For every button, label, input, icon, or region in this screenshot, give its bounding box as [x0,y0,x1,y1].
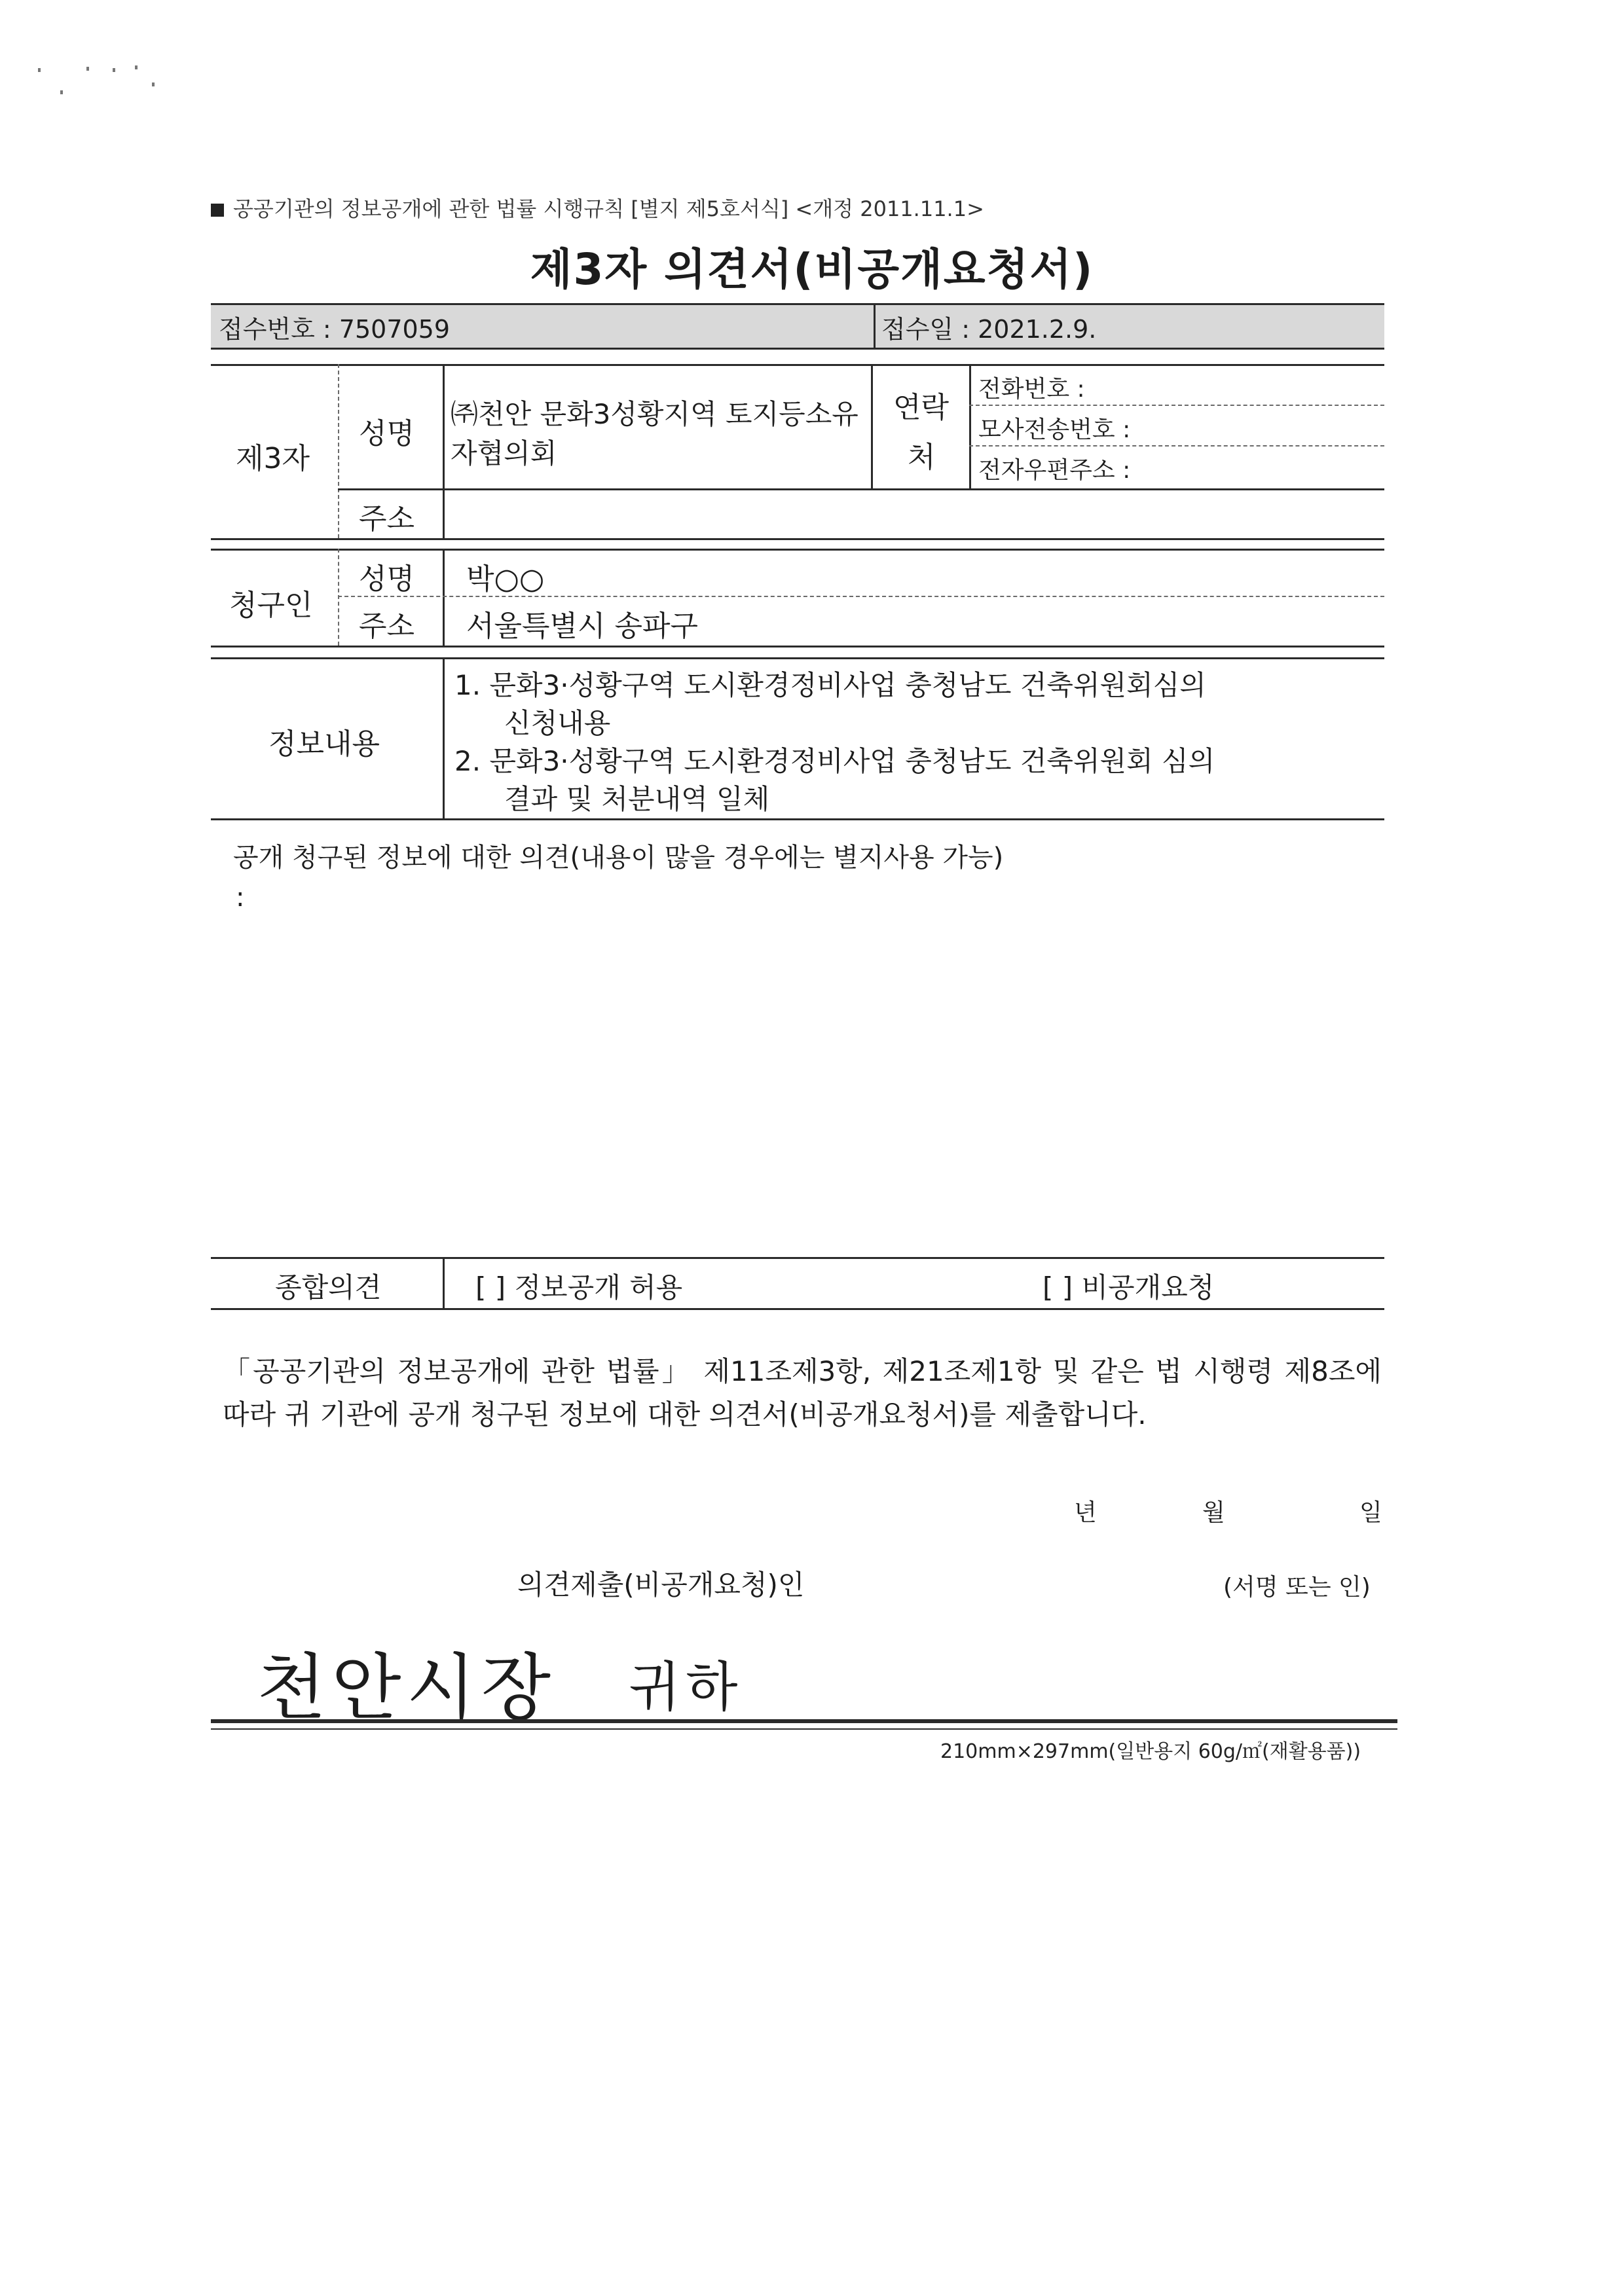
section-top-border [211,364,1384,366]
divider [969,405,1384,406]
divider [969,445,1384,446]
requester-name-value: 박○○ [466,562,545,596]
bottom-rule [211,1728,1397,1730]
overall-label: 종합의견 [275,1271,382,1303]
requester-label: 청구인 [229,589,313,622]
square-bullet-icon [211,204,224,217]
info-item-1: 1. 문화3·성황구역 도시환경정비사업 충청남도 건축위원회심의 [454,669,1206,701]
receipt-date: 접수일 : 2021.2.9. [881,315,1097,344]
third-party-address-label: 주소 [359,502,415,536]
divider [338,596,1384,597]
paper-spec-footer: 210mm×297mm(일반용지 60g/㎡(재활용품)) [940,1740,1361,1763]
form-reference [211,192,984,223]
divider [443,1257,445,1308]
phone-label: 전화번호 : [978,376,1085,403]
divider [338,364,339,538]
opinion-heading: 공개 청구된 정보에 대한 의견(내용이 많을 경우에는 별지사용 가능) [233,843,1004,873]
requester-address-label: 주소 [359,610,415,643]
divider [871,364,873,488]
fax-label: 모사전송번호 : [978,416,1131,443]
divider [443,657,445,818]
option-request-nondisclosure[interactable]: [ ] 비공개요청 [1043,1271,1215,1303]
divider [338,549,339,646]
scan-speck [86,67,89,71]
opinion-colon: : [236,883,245,913]
addressee: 천안시장 [257,1646,557,1730]
info-item-2-cont: 결과 및 처분내역 일체 [504,783,770,815]
date-year: 년 [1074,1499,1097,1526]
receipt-number: 접수번호 : 7507059 [219,315,451,344]
contact-label-cont: 처 [908,441,936,474]
third-party-name-value-cont: 자협의회 [451,437,557,469]
requester-name-label: 성명 [359,562,415,596]
scan-speck [60,90,63,94]
third-party-name-value: ㈜천안 문화3성황지역 토지등소유 [451,398,858,430]
section-border [211,1308,1384,1310]
date-month: 월 [1202,1499,1225,1526]
info-item-2: 2. 문화3·성황구역 도시환경정비사업 충청남도 건축위원회 심의 [454,745,1215,777]
section-border [211,1257,1384,1259]
divider [969,364,971,488]
scan-speck [152,82,155,86]
email-label: 전자우편주소 : [978,457,1131,484]
third-party-name-label: 성명 [359,417,415,450]
scan-speck [135,65,138,69]
page-title: 제3자 의견서(비공개요청서) [530,244,1094,295]
scan-speck [38,68,41,72]
submitter-label: 의견제출(비공개요청)인 [517,1569,805,1601]
divider [443,364,445,538]
divider [338,488,1384,490]
bottom-rule [211,1719,1397,1723]
divider [443,549,445,646]
receipt-divider [874,303,876,348]
contact-label: 연락 [893,391,950,424]
addressee-suffix: 귀하 [629,1656,743,1719]
info-label: 정보내용 [268,727,380,761]
signature-label: (서명 또는 인) [1223,1574,1371,1601]
option-allow-disclosure[interactable]: [ ] 정보공개 허용 [475,1271,683,1303]
info-item-1-cont: 신청내용 [504,707,611,739]
section-border [211,646,1384,647]
section-border [211,818,1384,820]
section-border [211,657,1384,659]
requester-address-value: 서울특별시 송파구 [466,610,699,643]
section-border [211,538,1384,540]
receipt-bottom-border [211,348,1384,350]
date-day: 일 [1359,1499,1382,1526]
third-party-label: 제3자 [236,442,310,475]
table-top-border [211,303,1384,305]
section-border [211,549,1384,551]
closing-statement: 「공공기관의 정보공개에 관한 법률」 제11조제3항, 제21조제1항 및 같은 법 시행령 제8조에 따라 귀 기관에 공개 청구된 정보에 대한 의견서(비공개요청서)를 제출합니다. [223,1355,1382,1430]
form-reference-text: 공공기관의 정보공개에 관한 법률 시행규칙 [별지 제5호서식] <개정 2011.11.1> [233,196,984,221]
scan-speck [113,68,115,72]
